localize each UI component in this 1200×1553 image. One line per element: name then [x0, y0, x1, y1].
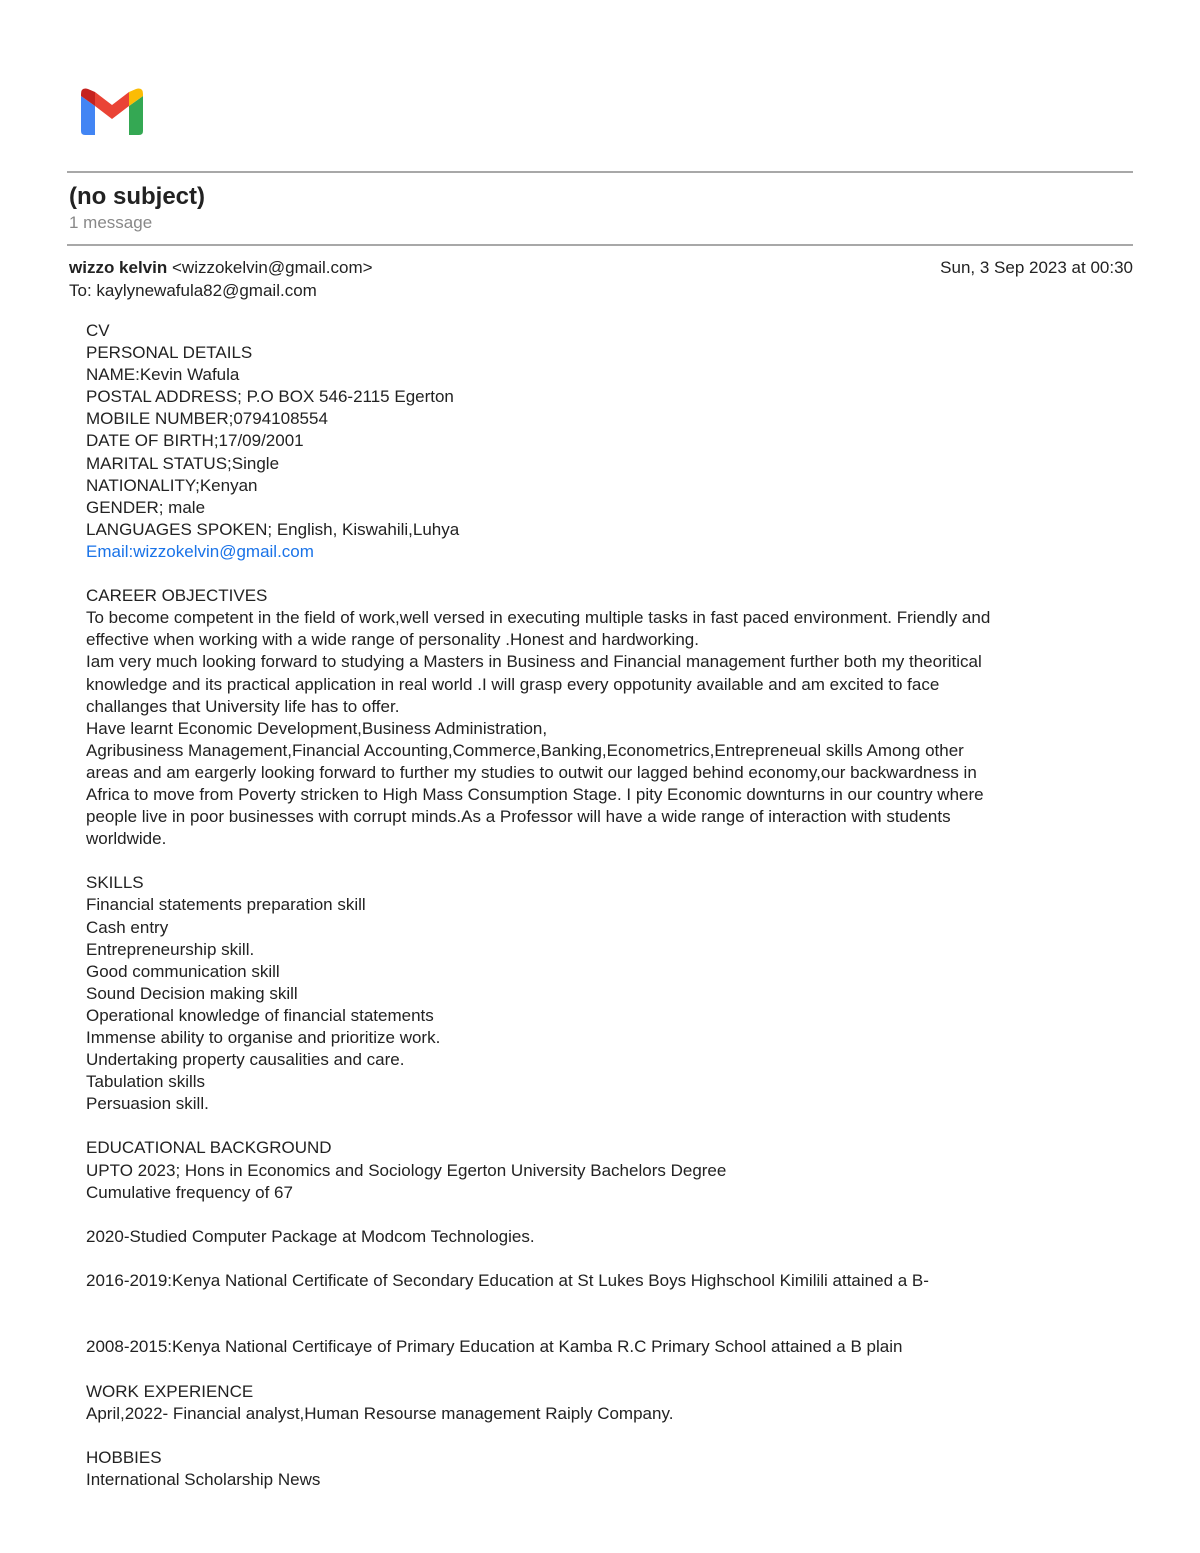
body-line: [86, 1314, 1116, 1336]
body-line: Immense ability to organise and prioritize work.: [86, 1028, 441, 1047]
body-line: April,2022- Financial analyst,Human Resourse management Raiply Company.: [86, 1403, 674, 1423]
message-count: 1 message: [69, 213, 153, 232]
body-line: NATIONALITY;Kenyan: [86, 475, 258, 495]
body-line: [86, 1358, 1116, 1380]
body-line: CAREER OBJECTIVES: [86, 586, 268, 606]
body-line: worldwide.: [86, 829, 167, 849]
body-line: DATE OF BIRTH;17/09/2001: [86, 431, 304, 451]
body-line: [86, 1248, 1116, 1270]
body-line: HOBBIES: [86, 1447, 162, 1467]
body-line: 2020-Studied Computer Package at Modcom Technologies.: [86, 1226, 535, 1246]
body-line: people live in poor businesses with corrupt minds.As a Professor will have a wide range of interaction with students: [86, 807, 951, 827]
email-subject: (no subject): [69, 183, 205, 210]
body-line: [86, 850, 1116, 872]
body-line: EDUCATIONAL BACKGROUND: [86, 1138, 332, 1158]
body-line: Sound Decision making skill: [86, 983, 298, 1003]
body-line: CV: [86, 321, 110, 340]
body-line: [86, 1425, 1116, 1447]
body-line: Cumulative frequency of 67: [86, 1182, 293, 1202]
header-divider: [67, 171, 1133, 173]
subject-divider: [67, 244, 1133, 246]
email-link[interactable]: Email:wizzokelvin@gmail.com: [86, 541, 314, 561]
recipient-line: To: kaylynewafula82@gmail.com: [69, 281, 317, 300]
body-line: WORK EXPERIENCE: [86, 1381, 254, 1401]
body-line: [86, 563, 1116, 585]
body-line: Financial statements preparation skill: [86, 895, 366, 915]
body-line: SKILLS: [86, 873, 144, 893]
body-line: [86, 1204, 1116, 1226]
body-line: 2008-2015:Kenya National Certificaye of Primary Education at Kamba R.C Primary School attained a B plain: [86, 1337, 903, 1357]
body-line: NAME:Kevin Wafula: [86, 365, 240, 385]
body-line: GENDER; male: [86, 497, 206, 517]
body-line: knowledge and its practical application in real world .I will grasp every oppotunity available and am excited to face: [86, 674, 940, 694]
body-line: International Scholarship News: [86, 1469, 321, 1489]
body-line: [86, 1292, 1116, 1314]
sender-name: wizzo kelvin: [69, 258, 168, 277]
body-line: areas and am eargerly looking forward to further my studies to outwit our lagged behind economy,our backwardness in: [86, 762, 977, 782]
sender-line: [69, 258, 373, 278]
body-line: Cash entry: [86, 917, 169, 937]
sender-email: <wizzokelvin@gmail.com>: [171, 258, 373, 277]
body-line: MARITAL STATUS;Single: [86, 453, 280, 473]
body-line: Good communication skill: [86, 961, 280, 981]
body-line: Agribusiness Management,Financial Accounting,Commerce,Banking,Econometrics,Entrepreneual skills Among other: [86, 740, 964, 760]
message-body: [86, 320, 1116, 1491]
message-date: Sun, 3 Sep 2023 at 00:30: [940, 258, 1133, 277]
body-line: [86, 1115, 1116, 1137]
gmail-logo-icon: [81, 88, 143, 135]
body-line: PERSONAL DETAILS: [86, 343, 253, 363]
body-line: effective when working with a wide range of personality .Honest and hardworking.: [86, 630, 699, 650]
body-line: Entrepreneurship skill.: [86, 939, 255, 959]
body-line: To become competent in the field of work,well versed in executing multiple tasks in fast paced environment. Friendly and: [86, 608, 991, 628]
body-line: Persuasion skill.: [86, 1094, 209, 1114]
body-line: POSTAL ADDRESS; P.O BOX 546-2115 Egerton: [86, 387, 454, 407]
body-line: LANGUAGES SPOKEN; English, Kiswahili,Luhya: [86, 519, 460, 539]
body-line: Operational knowledge of financial statements: [86, 1005, 434, 1025]
body-line: Africa to move from Poverty stricken to High Mass Consumption Stage. I pity Economic downturns in our country where: [86, 784, 984, 804]
body-line: Undertaking property causalities and care.: [86, 1050, 405, 1070]
body-line: Iam very much looking forward to studying a Masters in Business and Financial management further both my theoritical: [86, 652, 982, 672]
body-line: Have learnt Economic Development,Business Administration,: [86, 718, 548, 738]
body-line: MOBILE NUMBER;0794108554: [86, 409, 328, 429]
body-line: UPTO 2023; Hons in Economics and Sociology Egerton University Bachelors Degree: [86, 1160, 727, 1180]
body-line: 2016-2019:Kenya National Certificate of Secondary Education at St Lukes Boys Highschool Kimilili attained a B-: [86, 1271, 929, 1291]
body-line: Tabulation skills: [86, 1072, 206, 1092]
body-line: challanges that University life has to offer.: [86, 696, 400, 716]
